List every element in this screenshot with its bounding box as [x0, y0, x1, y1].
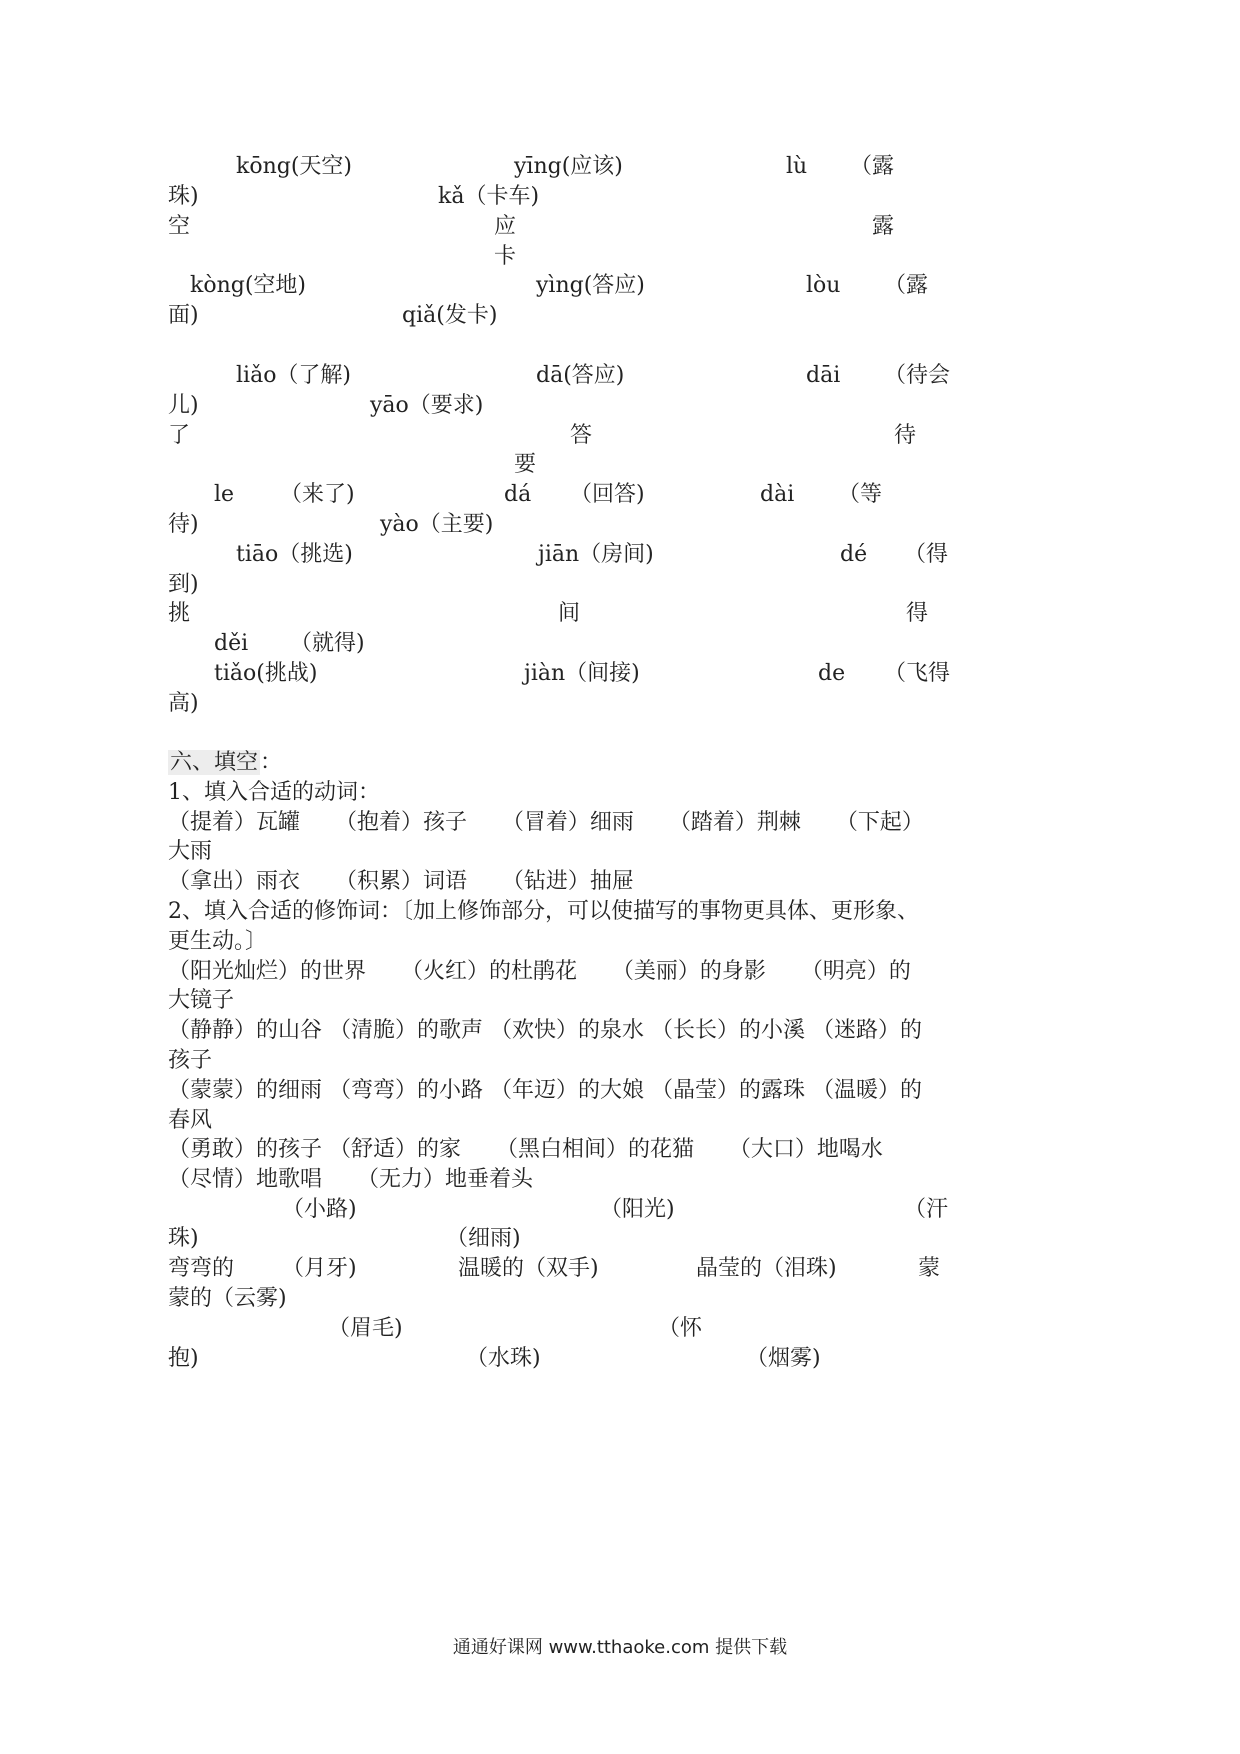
- character: 卡: [494, 244, 517, 269]
- text-line: [0, 448, 1240, 482]
- text-line: [0, 984, 1240, 1018]
- text-line: [0, 1163, 1240, 1197]
- pinyin-entry: （飞得: [884, 661, 951, 686]
- character: 露: [872, 214, 895, 239]
- pinyin-entry: （待会: [884, 363, 951, 388]
- pinyin-entry: （等: [838, 482, 883, 507]
- pinyin-entry: dá: [504, 482, 532, 507]
- answer-word: 弯弯的: [168, 1256, 235, 1281]
- pinyin-entry: lòu: [806, 273, 841, 298]
- pinyin-entry: le: [214, 482, 235, 507]
- answer-word: （阳光): [600, 1197, 675, 1222]
- character: 得: [906, 601, 929, 626]
- pinyin-entry: kōng(天空): [236, 154, 352, 179]
- text-line: [0, 508, 1240, 542]
- answer-line: （蒙蒙）的细雨 （弯弯）的小路 （年迈）的大娘 （晶莹）的露珠 （温暖）的: [168, 1078, 922, 1103]
- answer-word: （怀: [658, 1316, 703, 1341]
- character: 待: [894, 423, 917, 448]
- answer-line: 春风: [168, 1108, 213, 1133]
- section-title: 六、填空: [170, 750, 259, 775]
- text-line: [0, 538, 1240, 572]
- answer-line: （提着）瓦罐 （抱着）孩子 （冒着）细雨 （踏着）荆棘 （下起）: [168, 810, 924, 835]
- text-line: [0, 1014, 1240, 1048]
- answer-word: 蒙的（云雾): [168, 1286, 287, 1311]
- pinyin-entry: dā(答应): [536, 363, 625, 388]
- text-line: [0, 1044, 1240, 1078]
- answer-word: 抱): [168, 1346, 199, 1371]
- pinyin-entry: dé: [840, 542, 868, 567]
- text-line: [0, 180, 1240, 214]
- text-line: [0, 925, 1240, 959]
- text-line: [0, 1342, 1240, 1376]
- pinyin-entry: 到): [168, 572, 199, 597]
- pinyin-entry: dāi: [806, 363, 841, 388]
- character: 答: [570, 423, 593, 448]
- answer-word: （汗: [904, 1197, 949, 1222]
- pinyin-entry: （露: [884, 273, 929, 298]
- answer-line: 孩子: [168, 1048, 213, 1073]
- pinyin-entry: 儿): [168, 393, 199, 418]
- text-line: [0, 1074, 1240, 1108]
- pinyin-entry: 待): [168, 512, 199, 537]
- pinyin-entry: jiān（房间): [538, 542, 654, 567]
- pinyin-entry: yìng(答应): [536, 273, 645, 298]
- section-title-colon: ：: [260, 750, 283, 775]
- text-line: [0, 1222, 1240, 1256]
- answer-line: （尽情）地歌唱 （无力）地垂着头: [168, 1167, 533, 1192]
- text-line: [0, 835, 1240, 869]
- character: 挑: [168, 601, 191, 626]
- text-line: [0, 478, 1240, 512]
- text-line: [0, 1312, 1240, 1346]
- answer-word: （细雨): [446, 1226, 521, 1251]
- character: 要: [514, 452, 537, 477]
- text-line: [0, 597, 1240, 631]
- answer-word: （小路): [282, 1197, 357, 1222]
- character: 空: [168, 214, 191, 239]
- pinyin-entry: （就得): [290, 631, 365, 656]
- answer-word: （水珠): [466, 1346, 541, 1371]
- question-title: 1、填入合适的动词：: [168, 780, 380, 805]
- pinyin-entry: liǎo（了解): [236, 363, 352, 388]
- pinyin-entry: （得: [904, 542, 949, 567]
- text-line: [0, 657, 1240, 691]
- answer-line: 大雨: [168, 839, 213, 864]
- answer-line: （阳光灿烂）的世界 （火红）的杜鹃花 （美丽）的身影 （明亮）的: [168, 959, 911, 984]
- text-line: [0, 1133, 1240, 1167]
- answer-line: 大镜子: [168, 988, 235, 1013]
- pinyin-entry: kòng(空地): [190, 273, 306, 298]
- answer-word: （烟雾): [746, 1346, 821, 1371]
- text-line: [0, 299, 1240, 333]
- pinyin-entry: 珠): [168, 184, 199, 209]
- pinyin-entry: děi: [214, 631, 249, 656]
- character: 应: [494, 214, 517, 239]
- answer-word: （眉毛): [328, 1316, 403, 1341]
- pinyin-entry: tiāo（挑选): [236, 542, 353, 567]
- pinyin-entry: de: [818, 661, 846, 686]
- question-title: 2、填入合适的修饰词：〔加上修饰部分，可以使描写的事物更具体、更形象、: [168, 899, 919, 924]
- answer-line: （拿出）雨衣 （积累）词语 （钻进）抽屉: [168, 869, 634, 894]
- text-line: [0, 895, 1240, 929]
- answer-word: 蒙: [918, 1256, 941, 1281]
- pinyin-entry: qiǎ(发卡): [402, 303, 498, 328]
- text-line: [0, 627, 1240, 661]
- page-footer: 通通好课网 www.tthaoke.com 提供下载: [452, 1637, 788, 1658]
- text-line: [0, 269, 1240, 303]
- text-line: [0, 389, 1240, 423]
- character: 间: [558, 601, 581, 626]
- text-line: [0, 210, 1240, 244]
- text-line: [0, 865, 1240, 899]
- pinyin-entry: 面): [168, 303, 199, 328]
- answer-word: 温暖的（双手): [458, 1256, 599, 1281]
- pinyin-entry: yāo（要求): [370, 393, 484, 418]
- pinyin-entry: （露: [850, 154, 895, 179]
- pinyin-entry: kǎ（卡车): [438, 184, 540, 209]
- text-line: [0, 1282, 1240, 1316]
- pinyin-entry: yào（主要): [380, 512, 494, 537]
- text-line: [0, 776, 1240, 810]
- pinyin-entry: yīng(应该): [514, 154, 623, 179]
- question-title: 更生动。〕: [168, 929, 268, 954]
- pinyin-entry: dài: [760, 482, 795, 507]
- text-line: [0, 359, 1240, 393]
- section-heading: [0, 746, 1240, 780]
- pinyin-entry: （回答): [570, 482, 645, 507]
- character: 了: [168, 423, 191, 448]
- pinyin-entry: （来了): [280, 482, 355, 507]
- text-line: [0, 687, 1240, 721]
- answer-line: （静静）的山谷 （清脆）的歌声 （欢快）的泉水 （长长）的小溪 （迷路）的: [168, 1018, 922, 1043]
- answer-word: 珠): [168, 1226, 199, 1251]
- text-line: [0, 1252, 1240, 1286]
- answer-line: （勇敢）的孩子 （舒适）的家 （黑白相间）的花猫 （大口）地喝水: [168, 1137, 883, 1162]
- pinyin-entry: tiǎo(挑战): [214, 661, 318, 686]
- pinyin-entry: 高): [168, 691, 199, 716]
- answer-word: （月牙): [282, 1256, 357, 1281]
- answer-word: 晶莹的（泪珠): [696, 1256, 837, 1281]
- pinyin-entry: lù: [786, 154, 808, 179]
- text-line: [0, 150, 1240, 184]
- pinyin-entry: jiàn（间接): [524, 661, 640, 686]
